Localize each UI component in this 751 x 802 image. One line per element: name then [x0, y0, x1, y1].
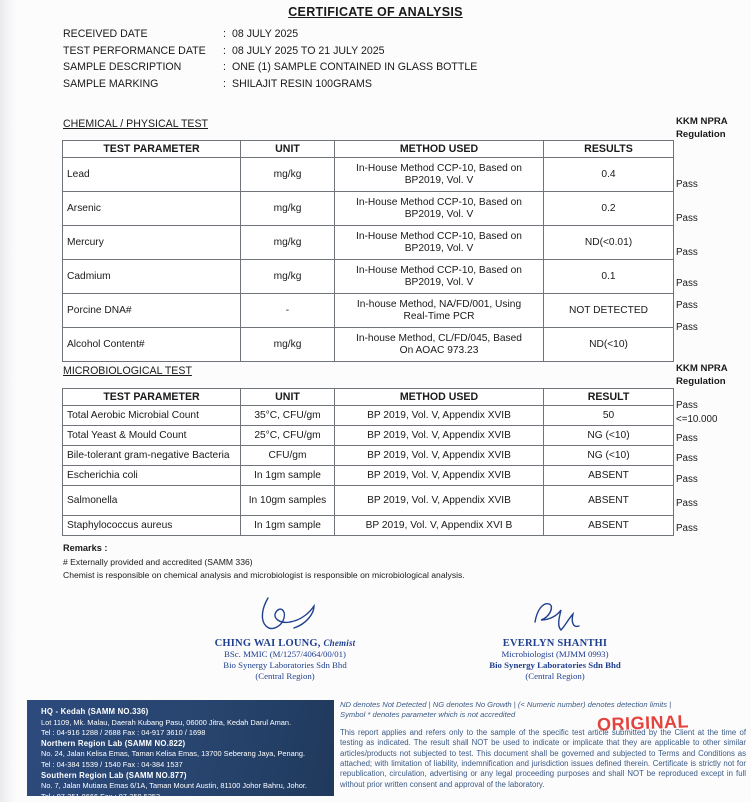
- column-header-unit: UNIT: [241, 141, 335, 158]
- chemist-region: (Central Region): [255, 671, 315, 681]
- table-row: [63, 328, 674, 362]
- cell-unit: In 10gm samples: [241, 486, 335, 516]
- method-line-2: Real-Time PCR: [403, 310, 475, 322]
- cell-method: [335, 294, 544, 328]
- cell-parameter: Alcohol Content#: [63, 328, 241, 362]
- chemist-company: Bio Synergy Laboratories Sdn Bhd: [223, 660, 347, 670]
- signature-name-chemist: [160, 638, 410, 649]
- cell-parameter: Total Aerobic Microbial Count: [63, 406, 241, 426]
- microbiologist-company: Bio Synergy Laboratories Sdn Bhd: [489, 660, 621, 670]
- cell-method: BP 2019, Vol. V, Appendix XVIB: [335, 426, 544, 446]
- table-row: [63, 486, 674, 516]
- column-header-result: RESULT: [544, 389, 674, 406]
- method-line-1: In-House Method CCP-10, Based on: [356, 265, 522, 276]
- table-row: [63, 466, 674, 486]
- cell-parameter: Bile-tolerant gram-negative Bacteria: [63, 446, 241, 466]
- meta-label: SAMPLE DESCRIPTION: [63, 61, 182, 73]
- cell-parameter: Arsenic: [63, 192, 241, 226]
- cell-result: NG (<10): [544, 426, 674, 446]
- meta-value-test-performance-date: 08 JULY 2025 TO 21 JULY 2025: [232, 44, 385, 57]
- meta-colon: :: [223, 44, 226, 57]
- kkm-value-salmonella: Pass: [676, 498, 698, 509]
- cell-result: ABSENT: [544, 466, 674, 486]
- cell-method: [335, 260, 544, 294]
- kkm-value-escherichia-coli: Pass: [676, 474, 698, 485]
- meta-label: TEST PERFORMANCE DATE: [63, 44, 206, 57]
- cell-unit: In 1gm sample: [241, 466, 335, 486]
- kkm-value-staphylococcus: Pass: [676, 523, 698, 534]
- kkm-heading-line-1: KKM NPRA: [676, 363, 728, 374]
- cell-unit: mg/kg: [241, 260, 335, 294]
- kkm-value-yeast-mould: Pass: [676, 433, 698, 444]
- signature-mark-microbiologist: [430, 596, 680, 638]
- footer-note-line-1: ND denotes Not Detected | NG denotes No Growth | (< Numeric number) denotes detection limits |: [340, 700, 672, 709]
- kkm-value-total-aerobic-count: <=10.000: [676, 414, 718, 425]
- microbiologist-region: (Central Region): [525, 671, 585, 681]
- cell-result: ND(<10): [544, 328, 674, 362]
- cell-result: 0.1: [544, 260, 674, 294]
- cell-unit: CFU/gm: [241, 446, 335, 466]
- meta-row: [63, 61, 477, 78]
- kkm-value-bile-tolerant: Pass: [676, 453, 698, 464]
- method-line-1: In-House Method CCP-10, Based on: [356, 197, 522, 208]
- remarks-line-1: # Externally provided and accredited (SAMM 336): [63, 556, 253, 567]
- meta-value-sample-marking: SHILAJIT RESIN 100GRAMS: [232, 77, 372, 90]
- cell-result: 50: [544, 406, 674, 426]
- microbiological-test-table: [62, 388, 674, 536]
- office-address-hq: Lot 1109, Mk. Malau, Daerah Kubang Pasu, 06000 Jitra, Kedah Darul Aman.: [41, 717, 292, 727]
- method-line-2: BP2019, Vol. V: [404, 276, 474, 288]
- section-title-microbiological: MICROBIOLOGICAL TEST: [63, 365, 192, 377]
- sample-meta-block: [63, 28, 477, 94]
- cell-method: [335, 192, 544, 226]
- scan-edge-artifact: [0, 0, 18, 802]
- meta-row: [63, 78, 477, 95]
- original-stamp: ORIGINAL: [596, 711, 690, 735]
- kkm-heading-line-2: Regulation: [676, 375, 726, 387]
- table-row: [63, 192, 674, 226]
- column-header-method: METHOD USED: [335, 389, 544, 406]
- method-line-2: BP2019, Vol. V: [404, 242, 474, 254]
- cell-unit: -: [241, 294, 335, 328]
- table-row: [63, 294, 674, 328]
- cell-parameter: Escherichia coli: [63, 466, 241, 486]
- signature-name-microbiologist: EVERLYN SHANTHI: [502, 638, 608, 649]
- kkm-value-arsenic: Pass: [676, 213, 698, 224]
- cell-result: ABSENT: [544, 486, 674, 516]
- cell-parameter: Total Yeast & Mould Count: [63, 426, 241, 446]
- method-line-1: In-house Method, CL/FD/045, Based: [356, 333, 522, 344]
- cell-method: [335, 158, 544, 192]
- remarks-block: [63, 542, 465, 583]
- cell-result: 0.4: [544, 158, 674, 192]
- cell-parameter: Cadmium: [63, 260, 241, 294]
- meta-row: [63, 28, 477, 45]
- method-line-1: In-house Method, NA/FD/001, Using: [356, 299, 522, 310]
- office-name-northern: Northern Region Lab (SAMM NO.822): [41, 738, 186, 748]
- cell-parameter: Mercury: [63, 226, 241, 260]
- kkm-heading-line-1: KKM NPRA: [676, 116, 728, 127]
- chemical-test-table: [62, 140, 674, 362]
- kkm-heading-line-2: Regulation: [676, 128, 726, 140]
- method-line-1: In-House Method CCP-10, Based on: [356, 231, 522, 242]
- cell-parameter: Salmonella: [63, 486, 241, 516]
- column-header-parameter: TEST PARAMETER: [63, 389, 241, 406]
- chemist-name: CHING WAI LOUNG,: [214, 638, 321, 649]
- chemist-role: Chemist: [323, 638, 356, 648]
- cell-parameter: Staphylococcus aureus: [63, 516, 241, 536]
- column-header-unit: UNIT: [241, 389, 335, 406]
- meta-row: [63, 45, 477, 62]
- table-header-row: [63, 389, 674, 406]
- cell-parameter: Porcine DNA#: [63, 294, 241, 328]
- microbiologist-qualification: Microbiologist (MJMM 0993): [501, 649, 609, 659]
- table-row: [63, 516, 674, 536]
- remarks-title: Remarks :: [63, 543, 108, 553]
- cell-method: BP 2019, Vol. V, Appendix XVI B: [335, 516, 544, 536]
- table-row: [63, 158, 674, 192]
- meta-value-received-date: 08 JULY 2025: [232, 28, 299, 40]
- cell-unit: 25°C, CFU/gm: [241, 426, 335, 446]
- cell-method: [335, 328, 544, 362]
- office-address-northern: No. 24, Jalan Kelisa Emas, Taman Kelisa Emas, 13700 Seberang Jaya, Penang.: [41, 749, 306, 759]
- section-title-chemical: CHEMICAL / PHYSICAL TEST: [63, 118, 209, 130]
- footer-offices-block: [27, 700, 334, 801]
- cell-unit: In 1gm sample: [241, 516, 335, 536]
- cell-method: [335, 226, 544, 260]
- cell-parameter: Lead: [63, 158, 241, 192]
- office-name-southern: Southern Region Lab (SAMM NO.877): [41, 770, 187, 780]
- cell-result: ND(<0.01): [544, 226, 674, 260]
- column-header-parameter: TEST PARAMETER: [63, 141, 241, 158]
- cell-result: NG (<10): [544, 446, 674, 466]
- cell-method: BP 2019, Vol. V, Appendix XVIB: [335, 406, 544, 426]
- meta-label: SAMPLE MARKING: [63, 77, 159, 90]
- cell-method: BP 2019, Vol. V, Appendix XVIB: [335, 486, 544, 516]
- method-line-2: BP2019, Vol. V: [404, 208, 474, 220]
- signature-block-microbiologist: [430, 596, 680, 682]
- cell-unit: mg/kg: [241, 226, 335, 260]
- footer-disclaimer: This report applies and refers only to the sample of the specific test article submitted by the Client at the time of testing as indicated. The result shall NOT be used to indicate or implicate that they are applicable to other similar articles/products not subjected to test. This document shall be governed and subjected to Terms and Conditions as attached; with limitation of liability, indemnification and jurisdiction issues defined therein. Certificate is strictly not for republication, circulation, advertising or any legal proceeding purposes and shall NOT be reproduced except in full without prior written consent and approval of the laboratory.: [340, 727, 746, 789]
- meta-colon: :: [223, 61, 226, 73]
- meta-label: RECEIVED DATE: [63, 28, 148, 40]
- cell-result: ABSENT: [544, 516, 674, 536]
- cell-result: NOT DETECTED: [544, 294, 674, 328]
- method-line-2: BP2019, Vol. V: [404, 174, 474, 186]
- remarks-line-2: Chemist is responsible on chemical analysis and microbiologist is responsible on microbiological analysis.: [63, 570, 465, 580]
- kkm-value-cadmium: Pass: [676, 278, 698, 289]
- cell-unit: mg/kg: [241, 192, 335, 226]
- column-header-method: METHOD USED: [335, 141, 544, 158]
- kkm-value-header-micro: Pass: [676, 400, 698, 411]
- table-row: [63, 260, 674, 294]
- meta-colon: :: [223, 28, 226, 40]
- cell-unit: mg/kg: [241, 328, 335, 362]
- cell-method: BP 2019, Vol. V, Appendix XVIB: [335, 446, 544, 466]
- kkm-regulation-heading-microbiological: [676, 363, 728, 388]
- kkm-value-lead: Pass: [676, 179, 698, 190]
- cell-method: BP 2019, Vol. V, Appendix XVIB: [335, 466, 544, 486]
- meta-colon: :: [223, 77, 226, 90]
- cell-unit: 35°C, CFU/gm: [241, 406, 335, 426]
- chemist-qualification: BSc. MMIC (M/1257/4064/00/01): [224, 649, 346, 659]
- office-name-hq: HQ - Kedah (SAMM NO.336): [41, 707, 149, 716]
- kkm-regulation-heading-chemical: [676, 116, 728, 141]
- kkm-value-porcine-dna: Pass: [676, 300, 698, 311]
- column-header-results: RESULTS: [544, 141, 674, 158]
- cell-unit: mg/kg: [241, 158, 335, 192]
- footer-note-line-2: Symbol * denotes parameter which is not accredited: [340, 710, 516, 720]
- table-row: [63, 446, 674, 466]
- office-contact-northern: Tel : 04-384 1539 / 1540 Fax : 04-384 1537: [41, 759, 183, 769]
- table-row: [63, 426, 674, 446]
- page-title: CERTIFICATE OF ANALYSIS: [288, 5, 463, 19]
- table-row: [63, 406, 674, 426]
- office-address-southern: No. 7, Jalan Mutiara Emas 6/1A, Taman Mount Austin, 81100 Johor Bahru, Johor.: [41, 781, 307, 791]
- signature-block-chemist: [160, 596, 410, 682]
- meta-value-sample-description: ONE (1) SAMPLE CONTAINED IN GLASS BOTTLE: [232, 61, 478, 73]
- method-line-1: In-House Method CCP-10, Based on: [356, 163, 522, 174]
- table-row: [63, 226, 674, 260]
- office-contact-southern: Tel : 07-351 8666 Fax : 07-359 5353: [41, 791, 161, 801]
- office-contact-hq: Tel : 04-916 1288 / 2688 Fax : 04-917 3610 / 1698: [41, 728, 206, 738]
- kkm-value-alcohol-content: Pass: [676, 322, 698, 333]
- cell-result: 0.2: [544, 192, 674, 226]
- table-header-row: [63, 141, 674, 158]
- kkm-value-mercury: Pass: [676, 247, 698, 258]
- method-line-2: On AOAC 973.23: [399, 344, 479, 356]
- signature-mark-chemist: [160, 596, 410, 638]
